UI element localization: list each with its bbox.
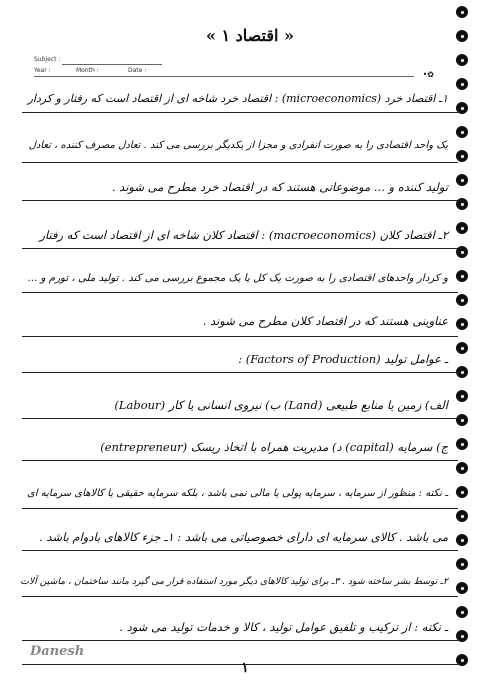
binder-hole (456, 342, 468, 354)
binder-hole (456, 222, 468, 234)
text-line: ـ عوامل تولید (Factors of Production) : (238, 352, 448, 366)
binder-holes (456, 0, 476, 684)
subject-label: Subject : (34, 56, 61, 63)
binder-hole (456, 606, 468, 618)
ruled-line (22, 372, 458, 373)
binder-hole (456, 534, 468, 546)
text-line: و کردار واحدهای اقتصادی را به صورت یک کل یا یک مجموع بررسی می کند . تولید ملی ، تورم و ... (27, 272, 448, 284)
binder-hole (456, 414, 468, 426)
ruled-line (22, 596, 458, 597)
binder-hole (456, 390, 468, 402)
binder-hole (456, 78, 468, 90)
binder-hole (456, 486, 468, 498)
binder-hole (456, 126, 468, 138)
binder-hole (456, 54, 468, 66)
date-label: Date : (128, 67, 147, 74)
ruled-line (22, 112, 458, 113)
ruled-line (22, 162, 458, 163)
ruled-line (22, 200, 458, 201)
subject-line (62, 64, 162, 65)
text-line: ـ نکته : منظور از سرمایه ، سرمایه پولی یا مالی نمی باشد ، بلکه سرمایه حقیقی یا کالاهای سرمایه ای (27, 488, 448, 499)
text-line: ۲ـ توسط بشر ساخته شود . ۳ـ برای تولید کالاهای دیگر مورد استفاده قرار می گیرد مانند ساختمان ، ماشین آلات (20, 576, 448, 587)
header-rule (34, 76, 414, 77)
binder-hole (456, 30, 468, 42)
binder-hole (456, 150, 468, 162)
text-line: ـ نکته : از ترکیب و تلفیق عوامل تولید ، کالا و خدمات تولید می شود . (119, 620, 448, 634)
binder-hole (456, 294, 468, 306)
binder-hole (456, 318, 468, 330)
page-number: ۱ (241, 660, 249, 676)
binder-hole (456, 462, 468, 474)
ruled-line (22, 418, 458, 419)
text-line: می باشد . کالای سرمایه ای دارای خصوصیاتی می باشد : ۱ـ جزء کالاهای بادوام باشد . (39, 530, 448, 544)
header-mark: •✿ (422, 70, 434, 79)
ruled-line (22, 336, 458, 337)
ruled-line (22, 508, 458, 509)
page-title: « اقتصاد ۱ » (205, 26, 295, 45)
year-label: Year : (34, 67, 51, 74)
binder-hole (456, 582, 468, 594)
binder-hole (456, 558, 468, 570)
binder-hole (456, 438, 468, 450)
watermark-logo: Danesh (30, 644, 85, 659)
ruled-line (22, 460, 458, 461)
text-line: یک واحد اقتصادی را به صورت انفرادی و مجزا از یکدیگر بررسی می کند . تعادل مصرف کننده ، تعادل (28, 140, 448, 151)
month-label: Month : (76, 67, 99, 74)
text-line: تولید کننده و ... موضوعاتی هستند که در اقتصاد خرد مطرح می شوند . (111, 180, 448, 194)
text-line: عناوینی هستند که در اقتصاد کلان مطرح می شوند . (202, 314, 448, 328)
header-fields (34, 56, 414, 78)
ruled-line (22, 248, 458, 249)
binder-hole (456, 6, 468, 18)
text-line: ج) سرمایه (capital) د) مدیریت همراه با اتخاذ ریسک (entrepreneur) (100, 440, 448, 454)
text-line: الف) زمین یا منابع طبیعی (Land) ب) نیروی انسانی یا کار (Labour) (114, 398, 448, 412)
text-line: ۲ـ اقتصاد کلان (macroeconomics) : اقتصاد کلان شاخه ای از اقتصاد است که رفتار (39, 228, 448, 242)
ruled-line (22, 550, 458, 551)
binder-hole (456, 174, 468, 186)
ruled-line (22, 292, 458, 293)
ruled-line (22, 640, 458, 641)
text-line: ۱ـ اقتصاد خرد (microeconomics) : اقتصاد خرد شاخه ای از اقتصاد است که رفتار و کردار (27, 92, 448, 105)
binder-hole (456, 270, 468, 282)
binder-hole (456, 510, 468, 522)
